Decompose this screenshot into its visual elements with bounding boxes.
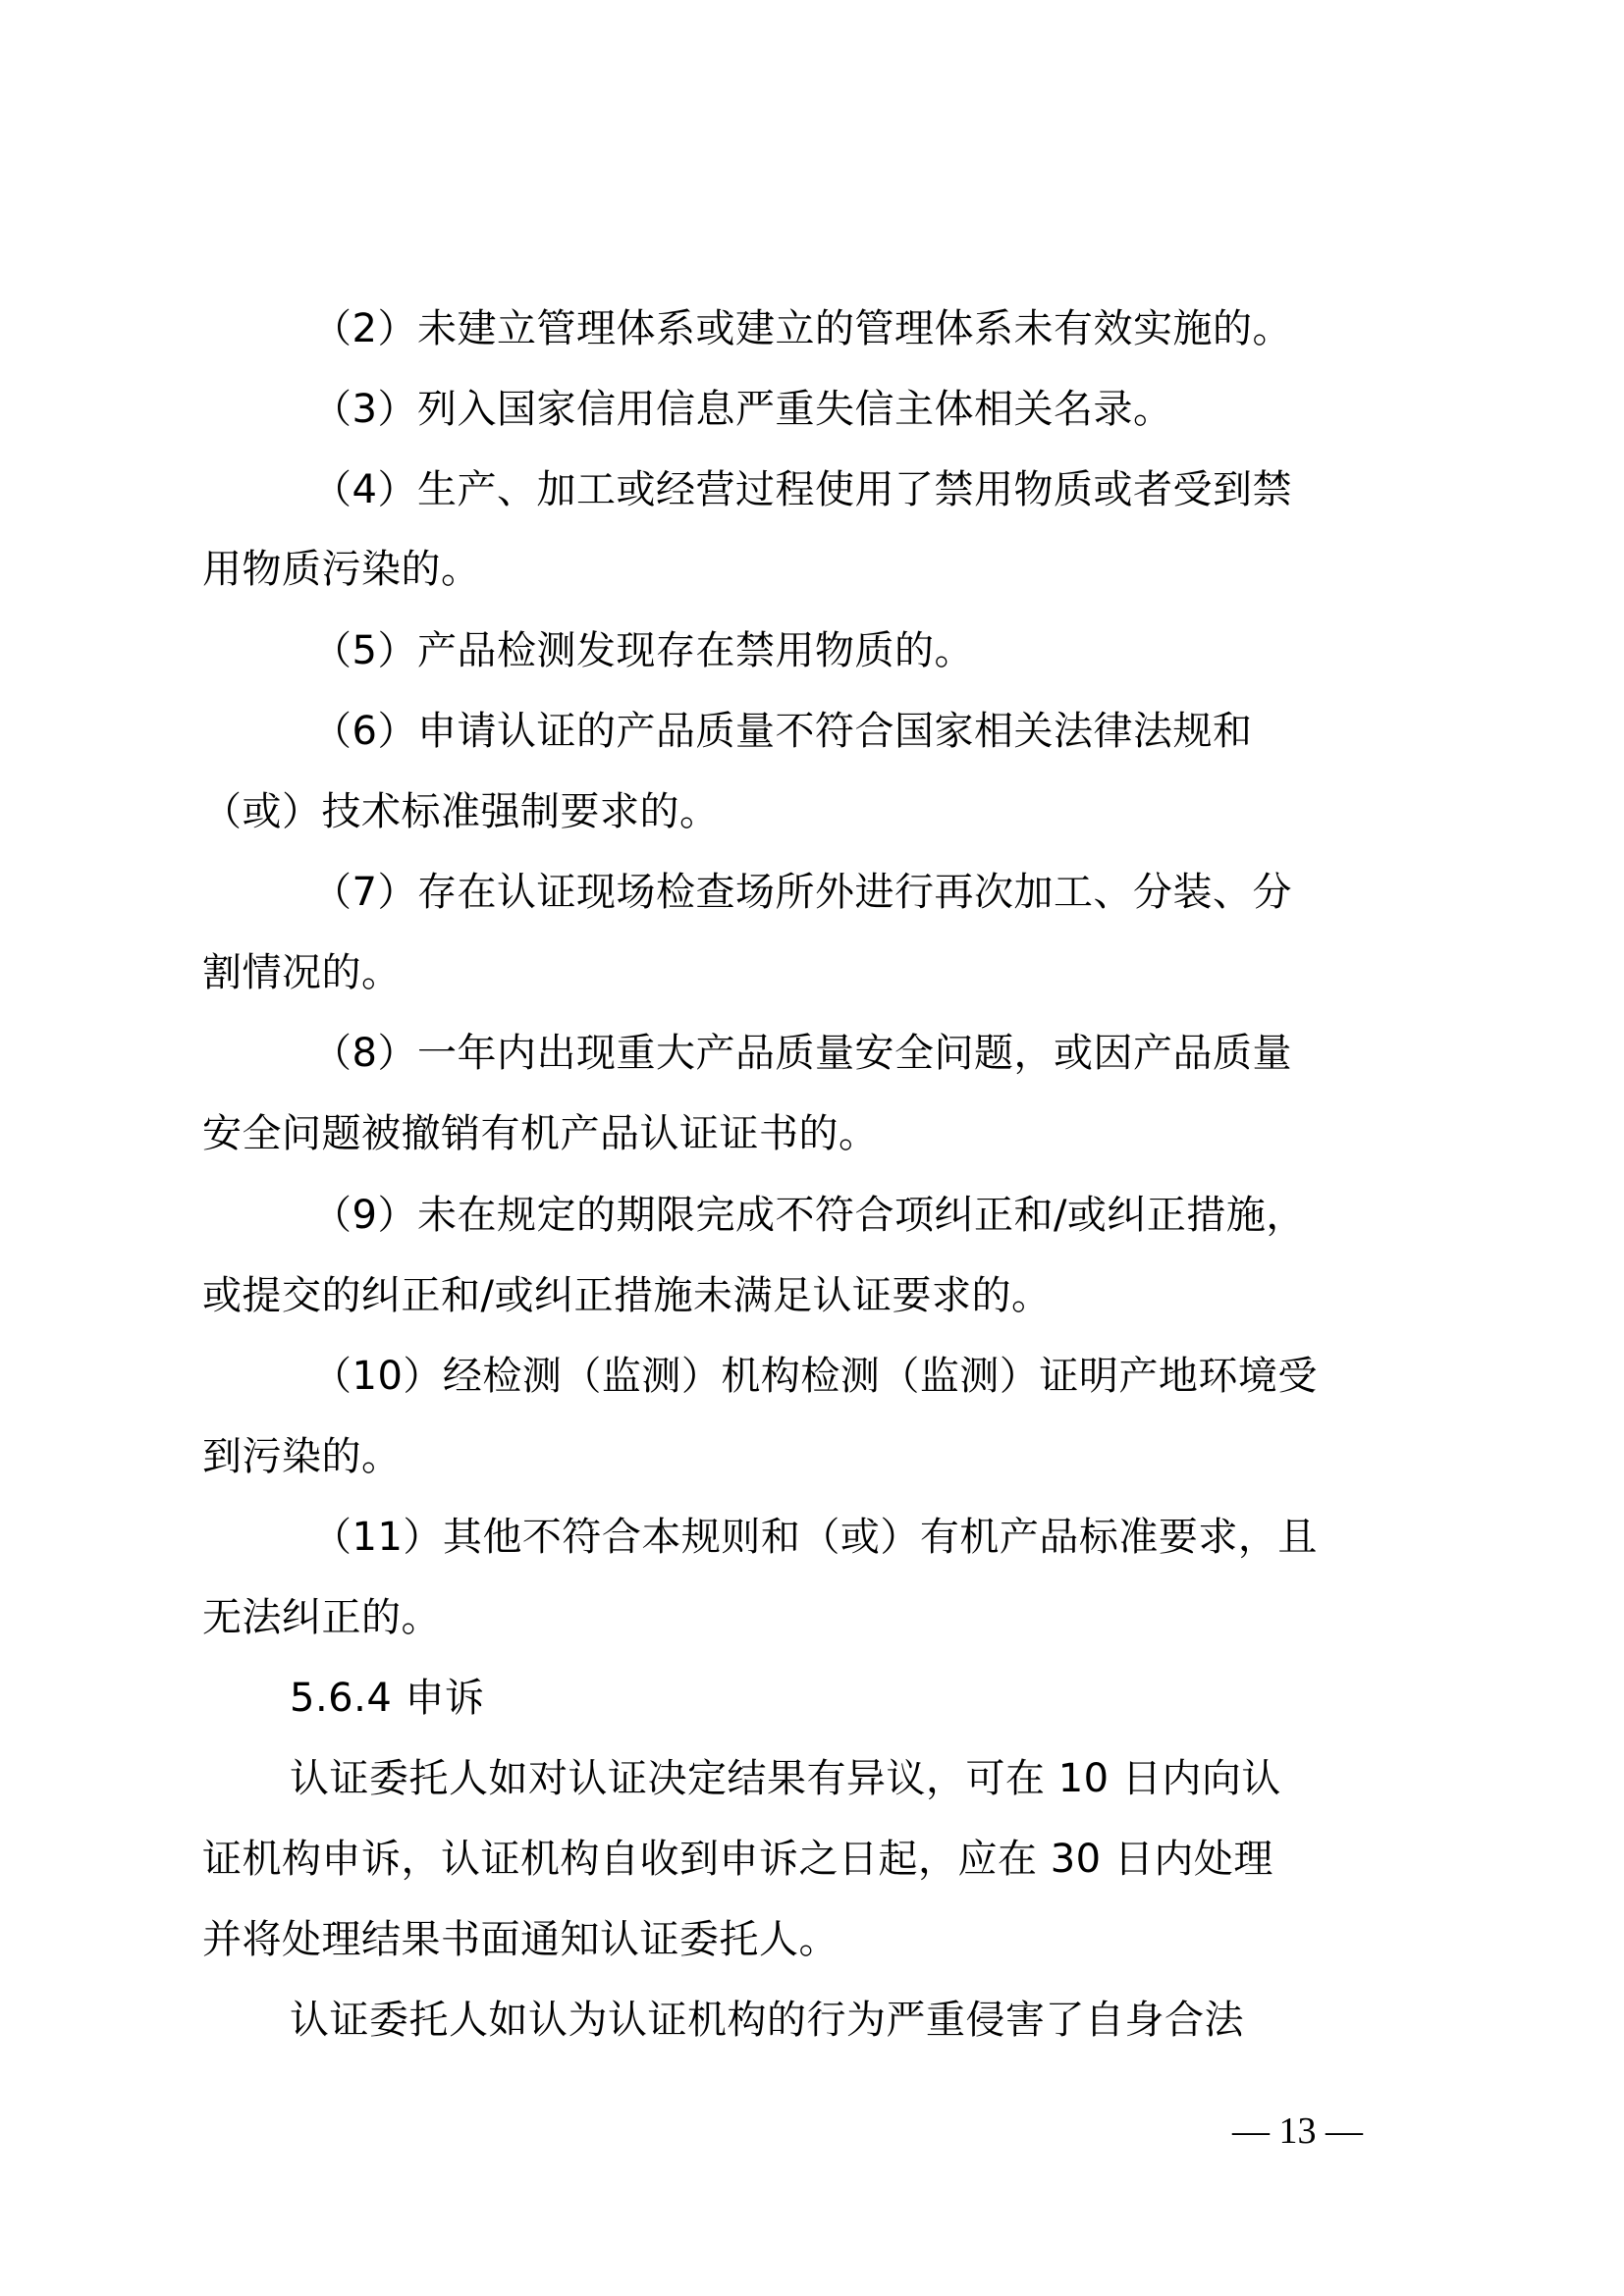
paragraph-11-line-1: （11）其他不符合本规则和（或）有机产品标准要求，且 (312, 1515, 1318, 1560)
appeal-paragraph-line-1: 认证委托人如对认证决定结果有异议，可在 10 日内向认 (290, 1756, 1281, 1801)
paragraph-7-line-2: 割情况的。 (202, 950, 402, 995)
paragraph-10-line-1: （10）经检测（监测）机构检测（监测）证明产地环境受 (312, 1354, 1318, 1399)
paragraph-8-line-2: 安全问题被撤销有机产品认证证书的。 (202, 1111, 879, 1156)
paragraph-5-line-1: （5）产品检测发现存在禁用物质的。 (312, 628, 974, 673)
appeal-paragraph-line-3: 并将处理结果书面通知认证委托人。 (202, 1917, 839, 1962)
paragraph-9-line-2: 或提交的纠正和/或纠正措施未满足认证要求的。 (202, 1273, 1052, 1318)
paragraph-3-line-1: （3）列入国家信用信息严重失信主体相关名录。 (312, 387, 1173, 432)
paragraph-4-line-2: 用物质污染的。 (202, 547, 481, 592)
paragraph-9-line-1: （9）未在规定的期限完成不符合项纠正和/或纠正措施， (312, 1193, 1306, 1238)
paragraph-11-line-2: 无法纠正的。 (202, 1595, 441, 1640)
section-heading-5-6-4: 5.6.4 申诉 (290, 1676, 485, 1721)
paragraph-6-line-1: （6）申请认证的产品质量不符合国家相关法律法规和 (312, 709, 1253, 754)
paragraph-10-line-2: 到污染的。 (202, 1434, 402, 1479)
paragraph-2-line-1: （2）未建立管理体系或建立的管理体系未有效实施的。 (312, 306, 1292, 351)
paragraph-7-line-1: （7）存在认证现场检查场所外进行再次加工、分装、分 (312, 870, 1292, 915)
appeal-paragraph-line-2: 证机构申诉，认证机构自收到申诉之日起，应在 30 日内处理 (202, 1837, 1273, 1882)
paragraph-4-line-1: （4）生产、加工或经营过程使用了禁用物质或者受到禁 (312, 467, 1292, 512)
complaint-paragraph-line-1: 认证委托人如认为认证机构的行为严重侵害了自身合法 (290, 1998, 1244, 2043)
paragraph-6-line-2: （或）技术标准强制要求的。 (202, 789, 720, 834)
page-number: — 13 — (1232, 2110, 1363, 2152)
paragraph-8-line-1: （8）一年内出现重大产品质量安全问题，或因产品质量 (312, 1031, 1292, 1076)
